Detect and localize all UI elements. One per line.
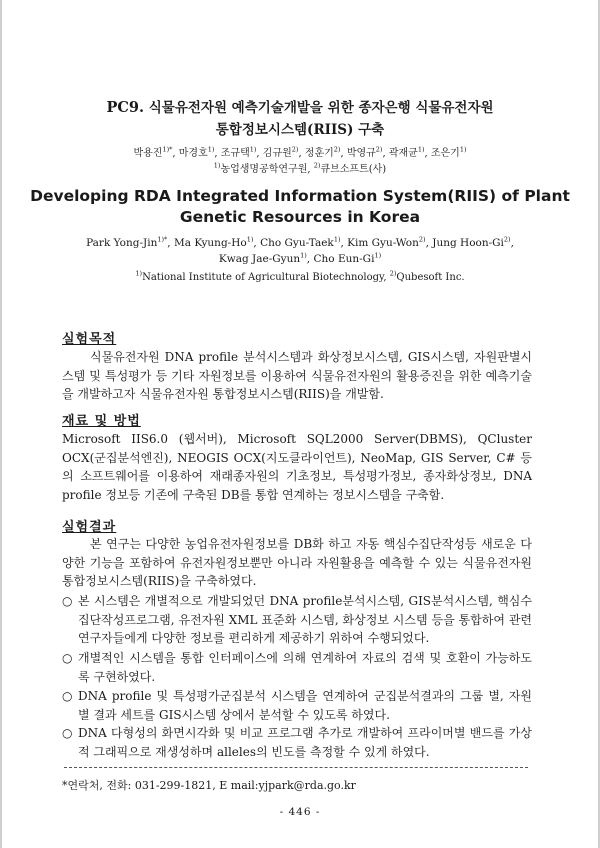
circle-bullet-icon: ○ bbox=[62, 726, 73, 740]
result-bullet-3: ○ DNA profile 및 특성평가군집분석 시스템을 연계하여 군집분석결과의 그룹 별, 자원 별 결과 세트를 GIS시스템 상에서 분석할 수 있도록 하였다. bbox=[62, 689, 532, 722]
author: Jung Hoon-Gi$^{2)}$ bbox=[432, 235, 511, 249]
authors-korean: 박용진$^{1)*}$, 마경호$^{1)}$, 조규택$^{1)}$, 김규원$^{2)}$, 정훈기$^{2)}$, 박영규$^{2)}$, 곽재균$^{1)}$, 조은기$^{1)}$ bbox=[133, 145, 467, 159]
title-english-line1: Developing RDA Integrated Information System(RIIS) of Plant bbox=[30, 187, 570, 205]
footnote-divider bbox=[64, 767, 528, 768]
result-bullet-2: ○ 개별적인 시스템을 통합 인터페이스에 의해 연계하여 자료의 검색 및 호환이 가능하도록 구현하였다. bbox=[62, 651, 532, 684]
result-bullet-4: ○ DNA 다형성의 화면시각화 및 비교 프로그램 추가로 개발하여 프라이머별 밴드를 가상적 그래픽으로 재생성하며 alleles의 빈도를 측정할 수 있게 하였다. bbox=[62, 726, 532, 759]
affiliation-korean: $^{1)}$농업생명공학연구원, $^{2)}$큐브소프트(사) bbox=[213, 161, 387, 175]
section-heading-materials: 재료 및 방법 bbox=[62, 414, 141, 429]
section-body-purpose: 식물유전자원 DNA profile 분석시스템과 화상정보시스템, GIS시스템, 자원판별시스템 및 특성평가 등 기타 자원정보를 이용하여 식물유전자원의 활용증진을 위한 예측기술을 개발하고자 식물유전자원 통합정보시스템(RIIS)을 개발함. bbox=[62, 350, 532, 402]
circle-bullet-icon: ○ bbox=[62, 689, 73, 703]
page-number: - 446 - bbox=[279, 806, 321, 818]
author: 조규택$^{1)}$ bbox=[220, 145, 257, 159]
author: Ma Kyung-Ho$^{1)}$ bbox=[173, 235, 254, 249]
section-body-results-intro: 본 연구는 다양한 농업유전자원정보를 DB화 하고 자동 핵심수집단작성등 새로운 다양한 기능을 포함하여 유전자원정보뿐만 아니라 자원활용을 예측할 수 있는 식물유전자원 통합정보시스템(RIIS)을 구축하였다. bbox=[62, 537, 532, 589]
author: Cho Eun-Gi$^{1)}$ bbox=[313, 251, 382, 265]
author: 박영규$^{2)}$ bbox=[346, 145, 383, 159]
abstract-code: PC9. bbox=[106, 99, 145, 116]
author: Kwag Jae-Gyun$^{1)}$ bbox=[218, 251, 307, 265]
result-bullet-1: ○ 본 시스템은 개별적으로 개발되었던 DNA profile분석시스템, GIS분석시스템, 핵심수집단작성프로그램, 유전자원 XML 표준화 시스템, 화상정보 시스템 등을 통합하여 관련연구자들에게 다양한 정보를 편리하게 제공하기 위하여 수행되었다. bbox=[62, 594, 532, 646]
title-english-line2: Genetic Resources in Korea bbox=[179, 208, 421, 226]
title-korean-text: 식물유전자원 예측기술개발을 위한 종자은행 식물유전자원 bbox=[148, 100, 494, 116]
author: Park Yong-Jin$^{1)*}$ bbox=[86, 235, 168, 249]
circle-bullet-icon: ○ bbox=[62, 594, 73, 608]
author: Kim Gyu-Won$^{2)}$ bbox=[347, 235, 426, 249]
title-korean-line1 bbox=[0, 98, 600, 118]
author: 김규원$^{2)}$ bbox=[262, 145, 299, 159]
section-body-materials: Microsoft IIS6.0 (웹서버), Microsoft SQL2000 Server(DBMS), QCluster OCX(군집분석엔진), NEOGIS OCX(지도클라이언트), NeoMap, GIS Server, C# 등의 소프트웨어를 이용하여 재래종자원의 기초정보, 특성평가정보, 종자화상정보, DNA profile 정보등 기존에 구축된 DB를 통합 연계하는 정보시스템을 구축함. bbox=[62, 432, 532, 503]
section-heading-purpose: 실험목적 bbox=[62, 332, 117, 347]
author: Cho Gyu-Taek$^{1)}$ bbox=[260, 235, 341, 249]
circle-bullet-icon: ○ bbox=[62, 651, 73, 665]
authors-english: Park Yong-Jin$^{1)*}$, Ma Kyung-Ho$^{1)}$, Cho Gyu-Taek$^{1)}$, Kim Gyu-Won$^{2)}$, Jung Hoon-Gi$^{2)}$, Kwag Jae-Gyun$^{1)}$, Cho Eun-Gi$^{1)}$ bbox=[86, 235, 514, 265]
author: 정훈기$^{2)}$ bbox=[304, 145, 341, 159]
title-korean-line2: 통합정보시스템(RIIS) 구축 bbox=[215, 122, 385, 138]
contact-footnote: *연락처, 전화: 031-299-1821, E mail:yjpark@rda.go.kr bbox=[62, 779, 356, 792]
author: 조은기$^{1)}$ bbox=[430, 145, 467, 159]
author: 곽재균$^{1)}$ bbox=[388, 145, 425, 159]
section-heading-results: 실험결과 bbox=[62, 520, 117, 535]
author: 박용진$^{1)*}$ bbox=[133, 145, 173, 159]
affiliation-english: $^{1)}$National Institute of Agricultural Biotechnology, $^{2)}$Qubesoft Inc. bbox=[135, 269, 465, 283]
author: 마경호$^{1)}$ bbox=[178, 145, 215, 159]
